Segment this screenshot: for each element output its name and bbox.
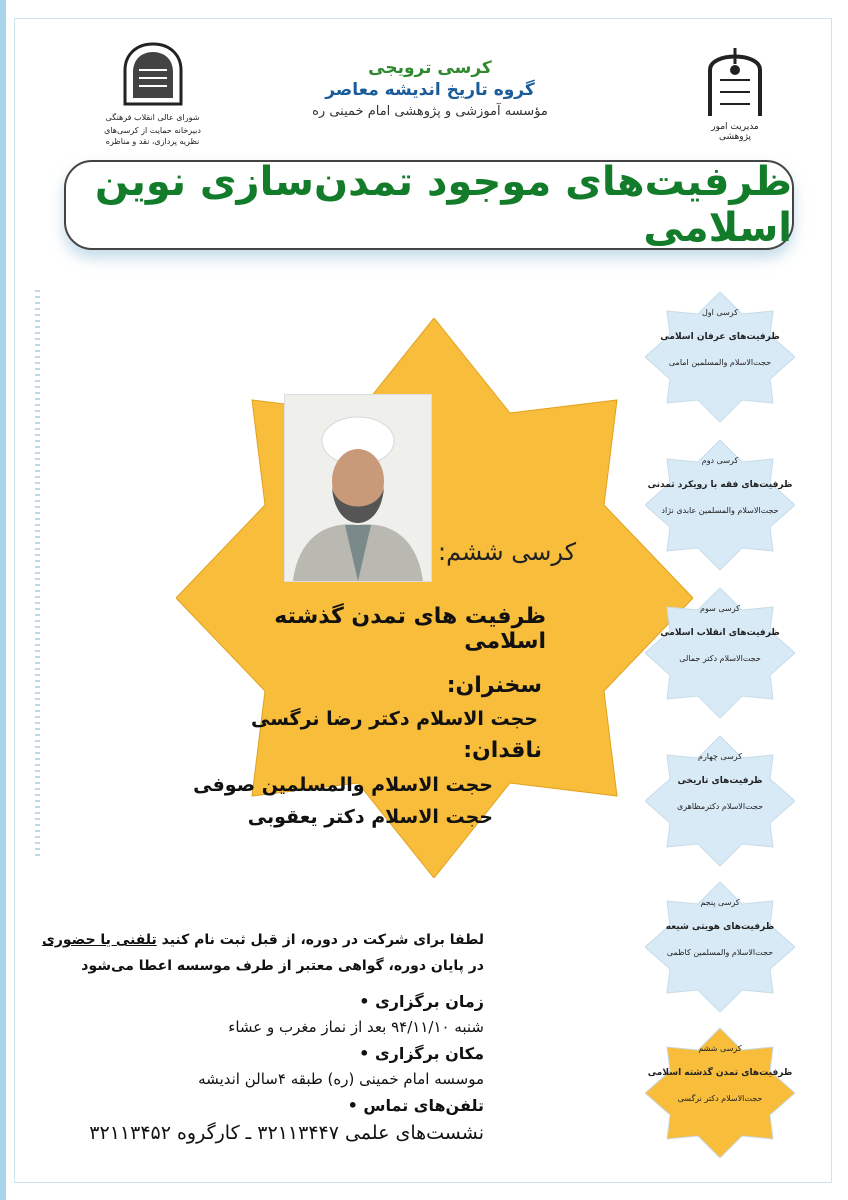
council-caption-2: دبیرخانه حمایت از کرسی‌های نظریه پردازی، نقد و مناظره bbox=[104, 126, 201, 146]
left-stripe bbox=[0, 0, 6, 1200]
registration-note bbox=[42, 932, 484, 948]
place-value: موسسه امام خمینی (ره) طبقه ۴سالن اندیشه bbox=[198, 1070, 484, 1088]
session-topic: ظرفیت‌های تمدن گذشته اسلامی bbox=[647, 1068, 793, 1078]
session-star-4 bbox=[645, 736, 795, 866]
main-title: ظرفیت‌های موجود تمدن‌سازی نوین اسلامی bbox=[94, 159, 792, 251]
session-star-1 bbox=[645, 292, 795, 422]
session-star-3 bbox=[645, 588, 795, 718]
session-star-2 bbox=[645, 440, 795, 570]
session-label: کرسی چهارم bbox=[697, 752, 743, 761]
certificate-note: در پایان دوره، گواهی معتبر از طرف موسسه اعطا می‌شود bbox=[81, 958, 484, 974]
council-caption-1: شورای عالی انقلاب فرهنگی bbox=[105, 113, 200, 122]
registration-note-text: لطفا برای شرکت در دوره، از قبل ثبت نام کنید bbox=[156, 932, 484, 948]
session-topic: ظرفیت‌های انقلاب اسلامی bbox=[660, 628, 780, 638]
dotted-rail bbox=[35, 290, 40, 860]
session-label: کرسی اول bbox=[701, 308, 739, 317]
session-label: کرسی پنجم bbox=[700, 898, 740, 907]
session-topic: ظرفیت‌های عرفان اسلامی bbox=[660, 332, 780, 342]
session-speaker: حجت‌الاسلام دکتر جمالی bbox=[679, 654, 761, 663]
main-title-box bbox=[64, 160, 794, 250]
session-label: کرسی سوم bbox=[700, 604, 740, 613]
header-line-1: کرسی ترویجی bbox=[368, 58, 492, 78]
speaker-photo bbox=[284, 394, 432, 582]
session-speaker: حجت‌الاسلام والمسلمین عابدی نژاد bbox=[661, 506, 779, 515]
session-topic: ظرفیت‌های تاریخی bbox=[677, 776, 763, 786]
time-value: شنبه ۹۴/۱۱/۱۰ بعد از نماز مغرب و عشاء bbox=[228, 1018, 484, 1036]
current-session-label: کرسی ششم: bbox=[438, 538, 576, 566]
session-speaker: حجت‌الاسلام دکتر نرگسی bbox=[677, 1094, 763, 1103]
speaker-name: حجت الاسلام دکتر رضا نرگسی bbox=[250, 708, 538, 730]
session-star-5 bbox=[645, 882, 795, 1012]
header-titles bbox=[250, 58, 610, 119]
council-logo bbox=[100, 40, 205, 147]
session-topic: ظرفیت‌های فقه با رویکرد تمدنی bbox=[647, 480, 793, 490]
phone-label: تلفن‌های تماس • bbox=[347, 1096, 484, 1115]
header-line-2: گروه تاریخ اندیشه معاصر bbox=[325, 80, 535, 100]
session-star-6 bbox=[645, 1028, 795, 1158]
seminary-caption: مدیریت امور پژوهشی bbox=[711, 122, 759, 142]
session-speaker: حجت‌الاسلام والمسلمین امامی bbox=[668, 358, 772, 367]
session-speaker: حجت‌الاسلام دکترمظاهری bbox=[676, 802, 764, 811]
critic-1: حجت الاسلام والمسلمین صوفی bbox=[193, 774, 493, 796]
session-topic: ظرفیت‌های هویتی شیعه bbox=[665, 922, 775, 932]
speaker-label: سخنران: bbox=[446, 673, 542, 698]
phone-value: نشست‌های علمی ۳۲۱۱۳۴۴۷ ـ کارگروه ۳۲۱۱۳۴۵۲ bbox=[89, 1122, 484, 1144]
header-line-3: مؤسسه آموزشی و پژوهشی امام خمینی ره bbox=[312, 104, 548, 119]
time-label: زمان برگزاری • bbox=[359, 992, 484, 1011]
session-label: کرسی دوم bbox=[701, 456, 739, 465]
seminary-logo bbox=[695, 40, 775, 142]
critic-2: حجت الاسلام دکتر یعقوبی bbox=[247, 806, 493, 828]
session-speaker: حجت‌الاسلام والمسلمین کاظمی bbox=[666, 948, 774, 957]
session-topic: ظرفیت های تمدن گذشته اسلامی bbox=[274, 604, 546, 654]
place-label: مکان برگزاری • bbox=[359, 1044, 484, 1063]
registration-methods: تلفنی یا حضوری bbox=[42, 932, 157, 948]
critics-label: ناقدان: bbox=[463, 738, 542, 763]
session-label: کرسی ششم bbox=[698, 1044, 742, 1053]
